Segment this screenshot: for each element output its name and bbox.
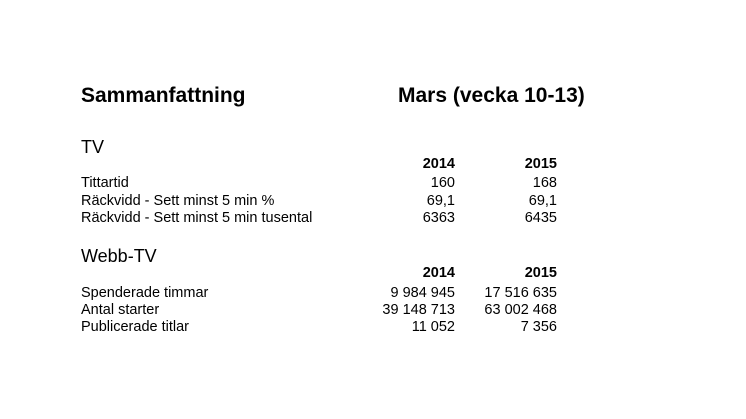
- row-label: Publicerade titlar: [81, 319, 189, 335]
- row-label: Räckvidd - Sett minst 5 min %: [81, 193, 275, 209]
- webbtv-column-header-2014: 2014: [422, 265, 455, 281]
- value-2015: 17 516 635: [484, 285, 557, 301]
- value-2015: 69,1: [528, 193, 557, 209]
- row-label: Tittartid: [81, 175, 129, 191]
- row-label: Antal starter: [81, 302, 160, 318]
- tv-column-header-2014: 2014: [422, 156, 455, 172]
- webbtv-section-title: Webb-TV: [81, 246, 157, 266]
- page-title: Sammanfattning: [81, 84, 246, 107]
- value-2015: 63 002 468: [484, 302, 557, 318]
- value-2014: 9 984 945: [390, 285, 455, 301]
- row-label: Räckvidd - Sett minst 5 min tusental: [81, 210, 313, 226]
- value-2014: 69,1: [426, 193, 455, 209]
- row-label: Spenderade timmar: [81, 285, 209, 301]
- webbtv-column-header-2015: 2015: [524, 265, 557, 281]
- value-2015: 6435: [524, 210, 557, 226]
- value-2015: 168: [532, 175, 557, 191]
- value-2014: 39 148 713: [382, 302, 455, 318]
- tv-column-header-2015: 2015: [524, 156, 557, 172]
- value-2014: 6363: [422, 210, 455, 226]
- value-2014: 160: [430, 175, 455, 191]
- value-2015: 7 356: [520, 319, 557, 335]
- value-2014: 11 052: [411, 319, 455, 335]
- tv-section-title: TV: [81, 137, 105, 157]
- period-title: Mars (vecka 10-13): [398, 84, 585, 107]
